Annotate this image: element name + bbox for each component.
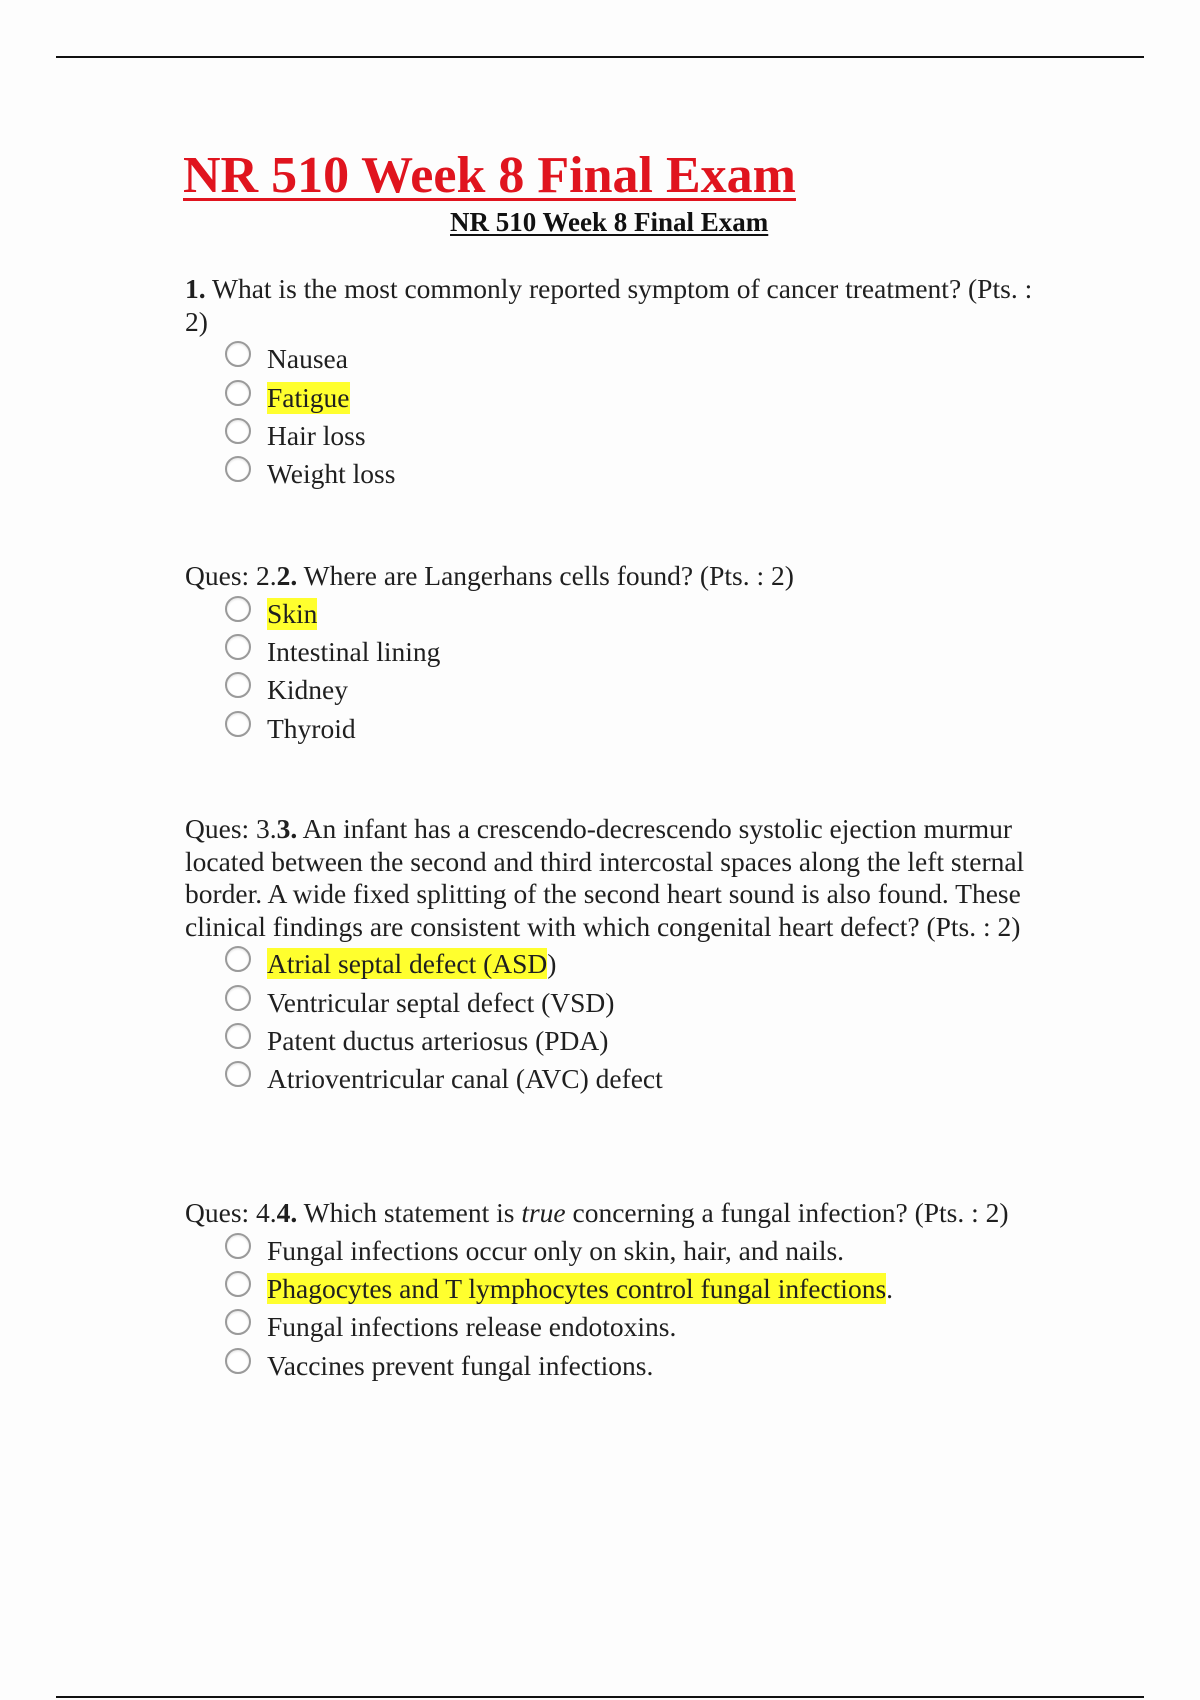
radio-button[interactable] bbox=[225, 1271, 251, 1297]
question-text bbox=[185, 813, 1050, 943]
answer-option[interactable] bbox=[225, 417, 1050, 455]
top-rule bbox=[56, 56, 1144, 58]
option-label-highlighted: Atrial septal defect (ASD bbox=[267, 948, 548, 980]
radio-button[interactable] bbox=[225, 672, 251, 698]
question-2 bbox=[185, 560, 1050, 748]
answer-option[interactable] bbox=[225, 983, 1050, 1021]
answer-option[interactable] bbox=[225, 633, 1050, 671]
radio-button[interactable] bbox=[225, 1348, 251, 1374]
question-number: 1. bbox=[185, 273, 206, 304]
answer-option[interactable] bbox=[225, 1232, 1050, 1270]
question-number: 2. bbox=[276, 560, 298, 591]
option-label: Intestinal lining bbox=[267, 636, 441, 668]
question-prefix: Ques: 2. bbox=[185, 560, 277, 591]
answer-options bbox=[185, 595, 1050, 749]
question-4 bbox=[185, 1197, 1050, 1385]
answer-options bbox=[185, 945, 1050, 1099]
question-3 bbox=[185, 813, 1050, 1099]
radio-button[interactable] bbox=[225, 1023, 251, 1049]
option-label: Nausea bbox=[267, 343, 348, 375]
option-label-trailing: . bbox=[886, 1273, 894, 1305]
answer-option[interactable] bbox=[225, 1308, 1050, 1346]
radio-button[interactable] bbox=[225, 1233, 251, 1259]
question-text bbox=[185, 273, 1050, 338]
radio-button[interactable] bbox=[225, 1309, 251, 1335]
option-label-highlighted: Phagocytes and T lymphocytes control fungal infections bbox=[267, 1273, 887, 1305]
radio-button[interactable] bbox=[225, 456, 251, 482]
question-1 bbox=[185, 273, 1050, 494]
question-body: An infant has a crescendo-decrescendo systolic ejection murmur located between the second and third intercostal spaces along the left sternal border. A wide fixed splitting of the second heart sound is also found. These clinical findings are consistent with which congenital heart defect? (Pts. : 2) bbox=[185, 813, 1025, 942]
answer-option[interactable] bbox=[225, 1060, 1050, 1098]
answer-option[interactable] bbox=[225, 945, 1050, 983]
radio-button[interactable] bbox=[225, 418, 251, 444]
question-prefix: Ques: 4. bbox=[185, 1197, 277, 1228]
answer-options bbox=[185, 340, 1050, 494]
radio-button[interactable] bbox=[225, 634, 251, 660]
answer-options bbox=[185, 1232, 1050, 1386]
option-label: Thyroid bbox=[267, 712, 356, 744]
answer-option[interactable] bbox=[225, 455, 1050, 493]
radio-button[interactable] bbox=[225, 946, 251, 972]
answer-option[interactable] bbox=[225, 710, 1050, 748]
answer-option[interactable] bbox=[225, 1022, 1050, 1060]
question-body-end: concerning a fungal infection? (Pts. : 2) bbox=[565, 1197, 1009, 1228]
radio-button[interactable] bbox=[225, 380, 251, 406]
option-label: Ventricular septal defect (VSD) bbox=[267, 986, 615, 1018]
radio-button[interactable] bbox=[225, 985, 251, 1011]
question-emphasis: true bbox=[521, 1197, 566, 1228]
option-label: Fungal infections occur only on skin, hair, and nails. bbox=[267, 1234, 845, 1266]
option-label: Kidney bbox=[267, 674, 348, 706]
radio-button[interactable] bbox=[225, 341, 251, 367]
question-text bbox=[185, 560, 1050, 593]
answer-option[interactable] bbox=[225, 340, 1050, 378]
answer-option[interactable] bbox=[225, 1270, 1050, 1308]
answer-option[interactable] bbox=[225, 671, 1050, 709]
answer-option[interactable] bbox=[225, 595, 1050, 633]
option-label: Patent ductus arteriosus (PDA) bbox=[267, 1024, 609, 1056]
option-label: Fungal infections release endotoxins. bbox=[267, 1311, 677, 1343]
question-prefix: Ques: 3. bbox=[185, 813, 277, 844]
option-label: Vaccines prevent fungal infections. bbox=[267, 1349, 654, 1381]
question-number: 4. bbox=[276, 1197, 298, 1228]
question-body: What is the most commonly reported symptom of cancer treatment? (Pts. : 2) bbox=[185, 273, 1033, 337]
document-subtitle: NR 510 Week 8 Final Exam bbox=[450, 207, 769, 237]
document-title: NR 510 Week 8 Final Exam bbox=[183, 147, 796, 204]
bottom-rule bbox=[56, 1696, 1144, 1698]
option-label-highlighted: Skin bbox=[267, 597, 318, 629]
option-label: Hair loss bbox=[267, 419, 366, 451]
radio-button[interactable] bbox=[225, 1061, 251, 1087]
option-label: Weight loss bbox=[267, 458, 396, 490]
question-text bbox=[185, 1197, 1050, 1230]
option-label-trailing: ) bbox=[547, 948, 557, 980]
option-label-highlighted: Fatigue bbox=[267, 381, 350, 413]
question-body: Where are Langerhans cells found? (Pts. : 2) bbox=[297, 560, 794, 591]
radio-button[interactable] bbox=[225, 711, 251, 737]
answer-option[interactable] bbox=[225, 1347, 1050, 1385]
option-label: Atrioventricular canal (AVC) defect bbox=[267, 1063, 663, 1095]
answer-option[interactable] bbox=[225, 378, 1050, 416]
question-body: Which statement is bbox=[297, 1197, 522, 1228]
question-number: 3. bbox=[276, 813, 298, 844]
radio-button[interactable] bbox=[225, 596, 251, 622]
